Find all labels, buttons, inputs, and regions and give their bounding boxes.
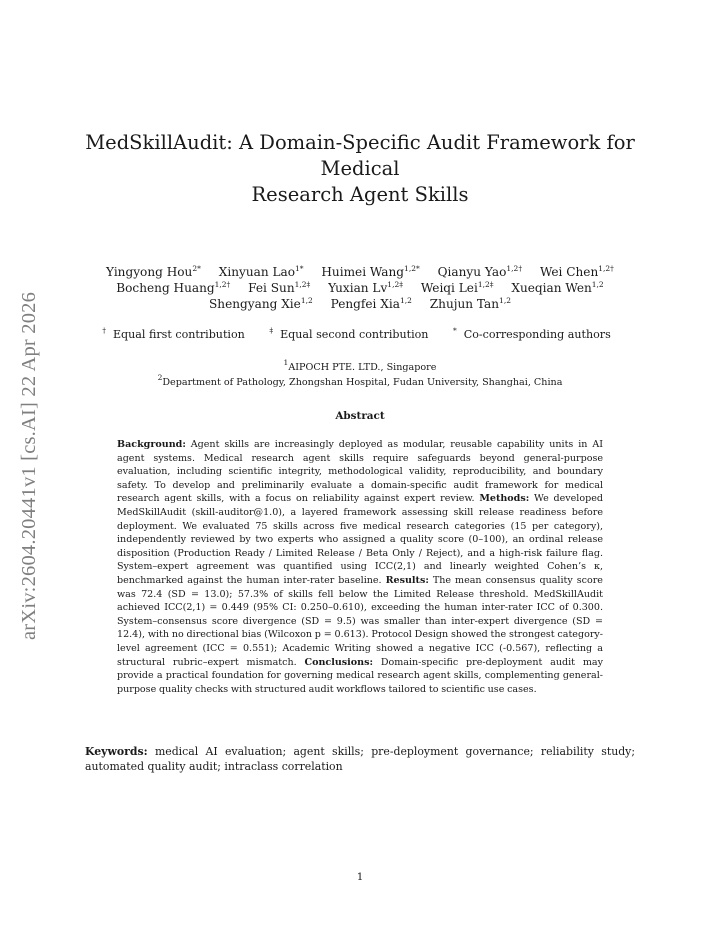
author: Xueqian Wen$^{1,2}$: [511, 280, 604, 296]
author: Qianyu Yao$^{1,2\dagger}$: [437, 264, 523, 279]
results-label: Results:: [385, 574, 429, 586]
note-corresponding: * Co-corresponding authors: [452, 326, 611, 341]
background-label: Background:: [117, 439, 186, 450]
affiliations: [60, 358, 660, 390]
author: Wei Chen$^{1,2\dagger}$: [539, 264, 614, 279]
title-line-2: Research Agent Skills: [251, 183, 469, 206]
author: Xinyuan Lao$^{1*}$: [218, 264, 304, 279]
author: Zhujun Tan$^{1,2}$: [429, 296, 511, 312]
arxiv-identifier: arXiv:2604.20441v1 [cs.AI] 22 Apr 2026: [18, 291, 40, 640]
author-list: [60, 264, 660, 313]
author-row-3: [60, 296, 660, 312]
results-text: The mean consensus quality score was 72.4 (SD = 13.0); 57.3% of skills fell below the Limited Release threshold. MedSkillAudit achieved ICC(2,1) = 0.449 (95% CI: 0.250–0.610), exceeding the human inter-rater ICC of 0.300. System–consensus score divergence (SD = 9.5) was smaller than inter-expert divergence (SD = 12.4), with no directional bias (Wilcoxon p = 0.613). Protocol Design showed the strongest category-level agreement (ICC = 0.551); Academic Writing showed a negative ICC (-0.567), reflecting a structural rubric–expert mismatch.: [117, 574, 603, 668]
author: Bocheng Huang$^{1,2\dagger}$: [116, 280, 231, 296]
note-equal-second: ‡ Equal second contribution: [269, 326, 429, 341]
keywords-label: Keywords:: [85, 745, 148, 758]
author: Yuxian $Lv^{1,2\ddagger}$: [328, 280, 403, 296]
author: Weiqi Lei$^{1,2\ddagger}$: [420, 280, 494, 296]
contribution-notes: [60, 328, 660, 341]
paper-title: [60, 130, 660, 208]
author-row-2: [60, 280, 660, 296]
author-row-1: [60, 264, 660, 280]
author: Huimei Wang$^{1,2*}$: [321, 264, 420, 279]
author: Shengyang Xie$^{1,2}$: [209, 296, 313, 312]
page-number: 1: [356, 871, 364, 883]
affiliation-2: $^2$Department of Pathology, Zhongshan Hospital, Fudan University, Shanghai, China: [157, 372, 563, 388]
methods-label: Methods:: [479, 493, 530, 505]
methods-text: We developed MedSkillAudit (skill-auditor@1.0), a layered framework assessing skill release readiness before deployment. We evaluated 75 skills across five medical research categories (15 per category), independently reviewed by two experts who assigned a quality score (0–100), an ordinal release disposition (Production Ready / Limited Release / Beta Only / Reject), and a high-risk failure flag. System–expert agreement was quantified using ICC(2,1) and linearly weighted Cohen’s κ, benchmarked against the human inter-rater baseline.: [117, 493, 603, 586]
title-line-1: MedSkillAudit: A Domain-Specific Audit Framework for Medical: [85, 131, 635, 180]
author: Pengfei Xia$^{1,2}$: [330, 296, 412, 312]
affiliation-1: $^1$AIPOCH PTE. LTD., Singapore: [283, 358, 437, 373]
abstract-heading: Abstract: [335, 410, 385, 422]
conclusions-label: Conclusions:: [304, 656, 373, 668]
author: Yingyong Hou$^{2*}$: [106, 264, 201, 279]
keywords: [85, 744, 635, 774]
abstract-body: [117, 438, 603, 696]
background-text: Agent skills are increasingly deployed as modular, reusable capability units in AI agent systems. Medical research agent skills require safeguards beyond general-purpose evaluation, including scientific integrity, methodological validity, reproducibility, and boundary safety. To develop and preliminarily evaluate a domain-specific audit framework for medical research agent skills, with a focus on reliability against expert review.: [117, 439, 603, 505]
keywords-text: medical AI evaluation; agent skills; pre-deployment governance; reliability study; automated quality audit; intraclass correlation: [85, 745, 636, 774]
conclusions-text: Domain-specific pre-deployment audit may provide a practical foundation for governing medical research agent skills, complementing general-purpose quality checks with structured audit workflows tailored to scientific use cases.: [117, 656, 603, 695]
author: Fei Sun$^{1,2\ddagger}$: [248, 280, 311, 296]
note-equal-first: † Equal first contribution: [102, 326, 245, 341]
